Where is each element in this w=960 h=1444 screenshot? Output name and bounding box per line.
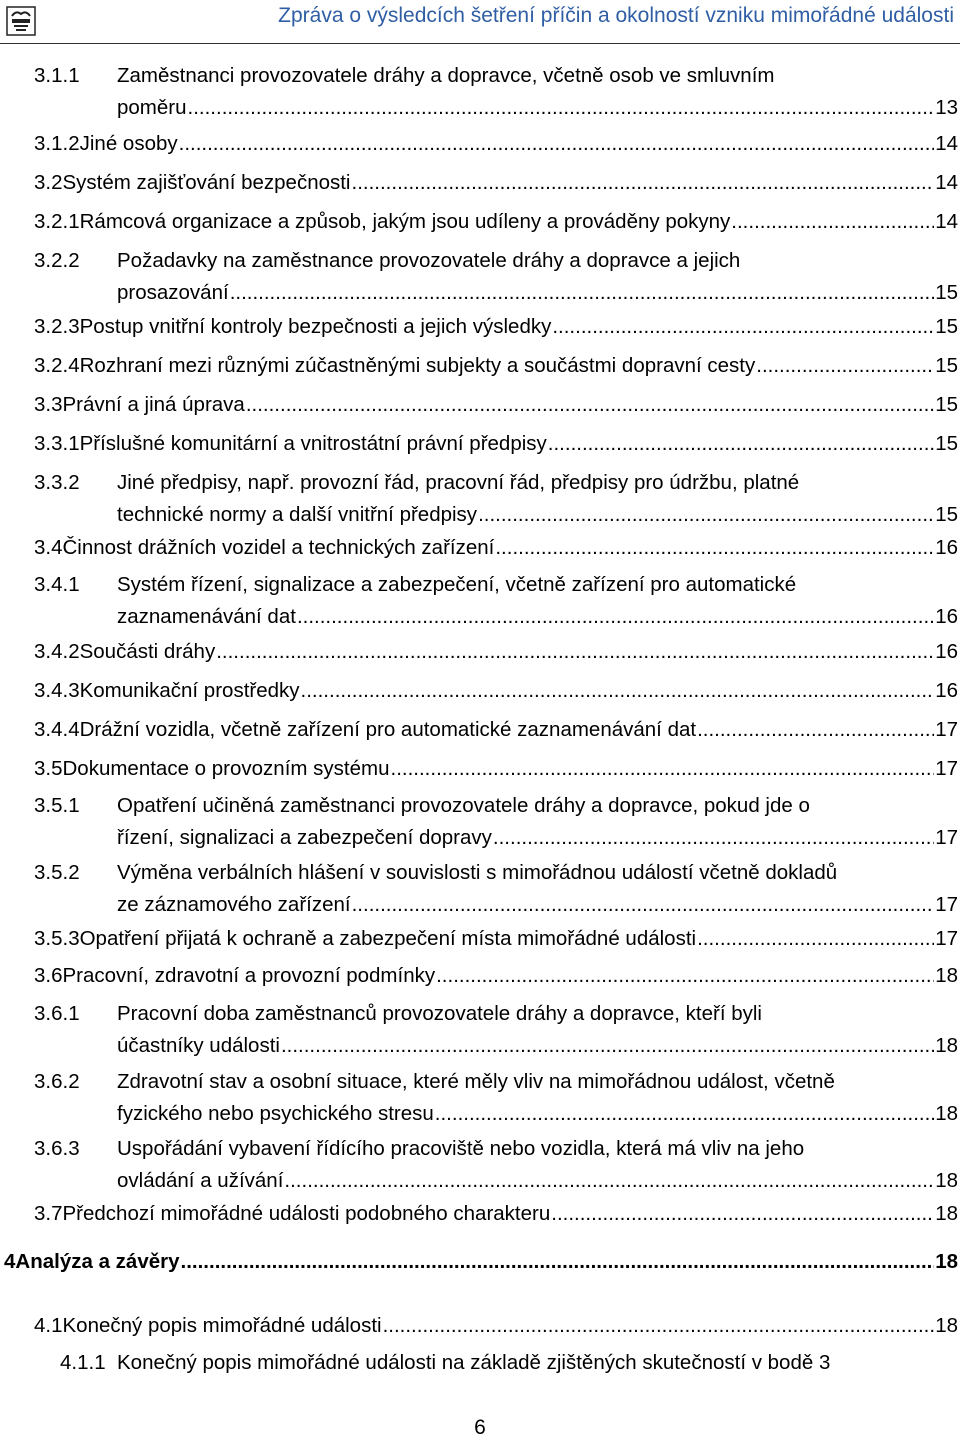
toc-entry[interactable] — [34, 1198, 958, 1230]
toc-entry[interactable] — [34, 167, 958, 199]
dot-leader — [179, 128, 935, 160]
organization-logo-icon — [6, 6, 36, 36]
dot-leader — [697, 923, 934, 955]
toc-entry-number: 3.6.2 — [34, 1070, 80, 1093]
toc-entry-title: Systém zajišťování bezpečnosti — [62, 171, 351, 194]
toc-entry-number: 3.4.3 — [34, 679, 80, 702]
toc-entry[interactable] — [34, 960, 958, 992]
toc-entry-title: Komunikační prostředky — [79, 679, 300, 702]
dot-leader — [551, 1198, 934, 1230]
dot-leader — [352, 167, 935, 199]
toc-entry-number: 3.3.2 — [34, 471, 80, 494]
toc-entry-page: 16 — [935, 679, 958, 702]
toc-entry-number: 3.2 — [34, 171, 63, 194]
toc-entry-page: 17 — [935, 757, 958, 780]
toc-entry-page: 18 — [935, 1314, 958, 1337]
toc-entry-title-continued: řízení, signalizaci a zabezpečení dopravy — [117, 826, 492, 849]
toc-entry-number: 3.2.1 — [34, 210, 80, 233]
toc-entry[interactable] — [34, 790, 958, 854]
toc-entry-title: Součásti dráhy — [79, 640, 216, 663]
dot-leader — [383, 1310, 935, 1342]
toc-entry-title: Rozhraní mezi různými zúčastněnými subjekty a součástmi dopravní cesty — [79, 354, 756, 377]
dot-leader — [697, 714, 934, 746]
toc-entry-number: 3.3 — [34, 393, 63, 416]
dot-leader — [731, 206, 934, 238]
dot-leader — [435, 1098, 934, 1130]
toc-entry-page: 15 — [935, 315, 958, 338]
dot-leader — [495, 532, 934, 564]
dot-leader — [246, 389, 934, 421]
toc-entry-title: Jiné osoby — [79, 132, 178, 155]
toc-entry-page: 17 — [935, 927, 958, 950]
toc-entry-title: Rámcová organizace a způsob, jakým jsou udíleny a prováděny pokyny — [79, 210, 731, 233]
toc-entry-title-continued: ovládání a užívání — [117, 1169, 284, 1192]
toc-entry-title: Právní a jiná úprava — [62, 393, 245, 416]
toc-entry[interactable] — [34, 753, 958, 785]
toc-entry-page: 18 — [935, 1202, 958, 1225]
toc-entry-page: 17 — [935, 893, 958, 916]
toc-entry-number: 3.6.3 — [34, 1137, 80, 1160]
dot-leader — [181, 1246, 935, 1278]
toc-entry-title-continued: fyzického nebo psychického stresu — [117, 1102, 434, 1125]
toc-entry-page: 16 — [935, 536, 958, 559]
toc-entry-page: 18 — [935, 1034, 958, 1057]
toc-entry-title: Příslušné komunitární a vnitrostátní právní předpisy — [79, 432, 547, 455]
toc-entry[interactable] — [34, 128, 958, 160]
toc-entry-number: 4.1 — [34, 1314, 63, 1337]
toc-entry-title: Předchozí mimořádné události podobného charakteru — [62, 1202, 551, 1225]
toc-entry-page: 17 — [935, 718, 958, 741]
toc-entry-page: 15 — [935, 354, 958, 377]
toc-entry-title-continued: zaznamenávání dat — [117, 605, 296, 628]
toc-entry-number: 3.6.1 — [34, 1002, 80, 1025]
toc-entry[interactable] — [34, 675, 958, 707]
toc-entry-number: 4 — [4, 1250, 16, 1273]
toc-entry-page: 15 — [935, 393, 958, 416]
toc-entry[interactable] — [34, 857, 958, 921]
toc-entry[interactable] — [34, 245, 958, 309]
toc-entry-title: Uspořádání vybavení řídícího pracoviště nebo vozidla, která má vliv na jeho — [117, 1137, 805, 1160]
toc-entry-title: Výměna verbálních hlášení v souvislosti s mimořádnou událostí včetně dokladů — [117, 861, 838, 884]
dot-leader — [301, 675, 935, 707]
toc-entry[interactable] — [34, 714, 958, 746]
page-number: 6 — [474, 1416, 486, 1439]
toc-entry[interactable] — [34, 1133, 958, 1197]
toc-entry-number: 4.1.1 — [60, 1351, 106, 1374]
toc-entry-title: Konečný popis mimořádné události na základě zjištěných skutečností v bodě 3 — [117, 1351, 831, 1374]
toc-entry[interactable] — [34, 389, 958, 421]
toc-entry-number: 3.4.4 — [34, 718, 80, 741]
toc-entry-title: Jiné předpisy, např. provozní řád, pracovní řád, předpisy pro údržbu, platné — [117, 471, 800, 494]
dot-leader — [352, 889, 935, 921]
toc-entry-number: 3.1.2 — [34, 132, 80, 155]
toc-entry-title: Analýza a závěry — [15, 1250, 180, 1273]
toc-entry-page: 16 — [935, 605, 958, 628]
toc-entry[interactable] — [34, 1066, 958, 1130]
toc-entry-page: 15 — [935, 281, 958, 304]
dot-leader — [552, 311, 934, 343]
toc-entry-page: 18 — [935, 1169, 958, 1192]
toc-entry-title: Zaměstnanci provozovatele dráhy a dopravce, včetně osob ve smluvním — [117, 64, 775, 87]
toc-entry-title: Systém řízení, signalizace a zabezpečení, včetně zařízení pro automatické — [117, 573, 797, 596]
toc-entry-page: 18 — [935, 1250, 958, 1273]
document-title: Zpráva o výsledcích šetření příčin a okolností vzniku mimořádné události — [278, 4, 954, 27]
dot-leader — [756, 350, 934, 382]
toc-entry-number: 3.3.1 — [34, 432, 80, 455]
toc-entry-title: Opatření učiněná zaměstnanci provozovatele dráhy a dopravce, pokud jde o — [117, 794, 810, 817]
toc-entry-number: 3.2.4 — [34, 354, 80, 377]
toc-entry-page: 13 — [935, 96, 958, 119]
dot-leader — [493, 822, 934, 854]
toc-entry-number: 3.1.1 — [34, 64, 80, 87]
toc-entry-title: Činnost drážních vozidel a technických zařízení — [62, 536, 495, 559]
toc-entry-number: 3.5 — [34, 757, 63, 780]
toc-entry-title-continued: prosazování — [117, 281, 229, 304]
dot-leader — [436, 960, 934, 992]
toc-entry-page: 17 — [935, 826, 958, 849]
toc-entry-number: 3.4.2 — [34, 640, 80, 663]
toc-entry-number: 3.7 — [34, 1202, 63, 1225]
toc-entry-number: 3.5.1 — [34, 794, 80, 817]
toc-entry[interactable] — [34, 636, 958, 668]
toc-entry-page: 18 — [935, 964, 958, 987]
dot-leader — [188, 92, 935, 124]
dot-leader — [548, 428, 934, 460]
toc-entry-number: 3.2.2 — [34, 249, 80, 272]
toc-entry-title: Drážní vozidla, včetně zařízení pro automatické zaznamenávání dat — [79, 718, 697, 741]
toc-entry[interactable] — [34, 569, 958, 633]
dot-leader — [297, 601, 934, 633]
toc-entry-page: 16 — [935, 640, 958, 663]
toc-entry-title: Požadavky na zaměstnance provozovatele dráhy a dopravce a jejich — [117, 249, 741, 272]
toc-entry-title: Konečný popis mimořádné události — [62, 1314, 382, 1337]
header-divider — [0, 43, 960, 44]
toc-entry[interactable] — [34, 532, 958, 564]
dot-leader — [216, 636, 934, 668]
page-header — [0, 0, 960, 44]
toc-entry-page: 14 — [935, 210, 958, 233]
toc-entry-title-continued: ze záznamového zařízení — [117, 893, 351, 916]
toc-entry-title: Zdravotní stav a osobní situace, které měly vliv na mimořádnou událost, včetně — [117, 1070, 835, 1093]
toc-entry[interactable] — [34, 923, 958, 955]
toc-entry[interactable] — [34, 206, 958, 238]
toc-entry-title: Pracovní, zdravotní a provozní podmínky — [62, 964, 436, 987]
toc-entry[interactable] — [34, 998, 958, 1062]
toc-entry-title: Dokumentace o provozním systému — [62, 757, 390, 780]
toc-entry[interactable] — [4, 1246, 958, 1278]
toc-entry-title: Pracovní doba zaměstnanců provozovatele dráhy a dopravce, kteří byli — [117, 1002, 762, 1025]
dot-leader — [230, 277, 935, 309]
toc-entry-title: Postup vnitřní kontroly bezpečnosti a jejich výsledky — [79, 315, 552, 338]
toc-entry-page: 14 — [935, 132, 958, 155]
toc-entry-page: 18 — [935, 1102, 958, 1125]
dot-leader — [284, 1165, 934, 1197]
toc-entry[interactable] — [60, 1347, 958, 1379]
toc-entry-page: 15 — [935, 432, 958, 455]
toc-entry[interactable] — [34, 428, 958, 460]
toc-entry-number: 3.5.3 — [34, 927, 80, 950]
toc-entry-number: 3.4 — [34, 536, 63, 559]
toc-entry-page: 14 — [935, 171, 958, 194]
toc-entry-number: 3.2.3 — [34, 315, 80, 338]
toc-entry-title-continued: poměru — [117, 96, 187, 119]
dot-leader — [391, 753, 935, 785]
dot-leader — [478, 499, 934, 531]
toc-entry-number: 3.5.2 — [34, 861, 80, 884]
toc-entry-number: 3.6 — [34, 964, 63, 987]
toc-entry[interactable] — [34, 1310, 958, 1342]
toc-entry[interactable] — [34, 60, 958, 124]
toc-entry[interactable] — [34, 311, 958, 343]
toc-entry-title-continued: technické normy a další vnitřní předpisy — [117, 503, 478, 526]
dot-leader — [281, 1030, 934, 1062]
toc-entry[interactable] — [34, 350, 958, 382]
toc-entry-title: Opatření přijatá k ochraně a zabezpečení místa mimořádné události — [79, 927, 697, 950]
toc-entry-page: 15 — [935, 503, 958, 526]
toc-entry-title-continued: účastníky události — [117, 1034, 280, 1057]
toc-entry[interactable] — [34, 467, 958, 531]
toc-entry-number: 3.4.1 — [34, 573, 80, 596]
